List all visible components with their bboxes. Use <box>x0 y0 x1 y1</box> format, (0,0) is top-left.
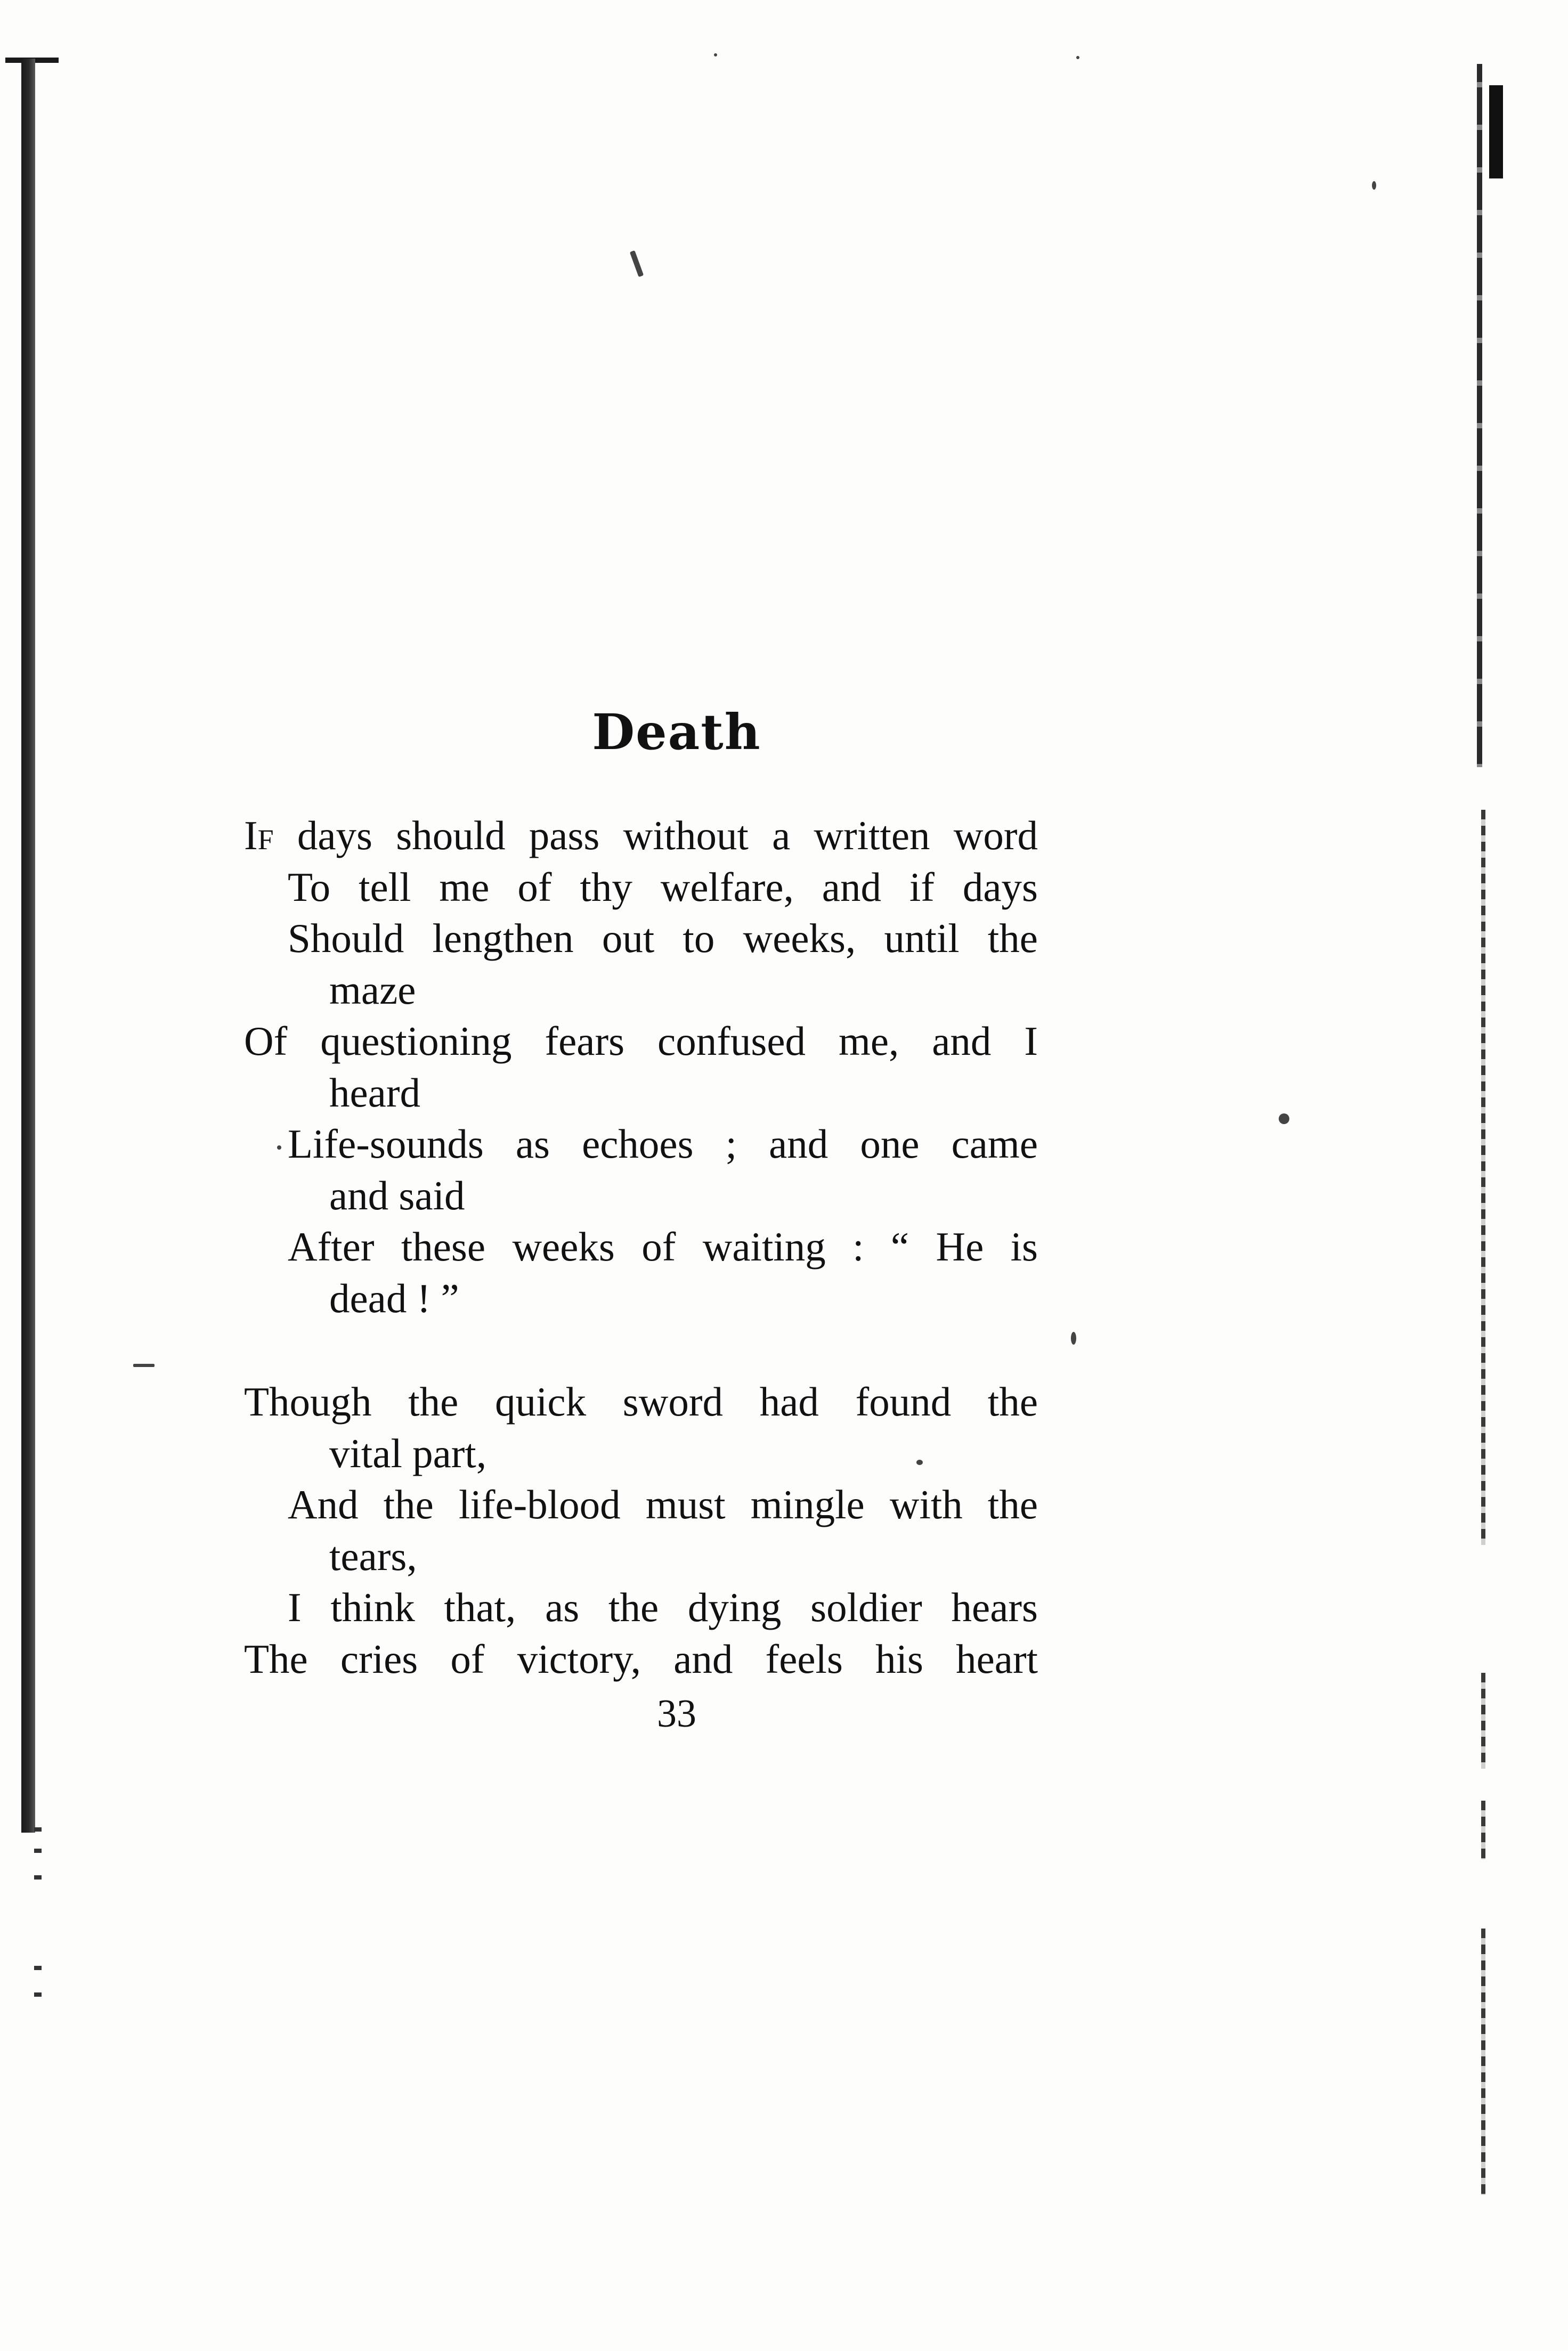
poem-line: To tell me of thy welfare, and if days <box>288 864 1038 910</box>
scan-speck <box>1279 1113 1289 1124</box>
poem-line: And the life-blood must mingle with the <box>288 1482 1038 1527</box>
poem-line-continuation: dead ! ” <box>329 1275 459 1321</box>
right-edge-fragments <box>1481 810 1485 1545</box>
poem-line: The cries of victory, and feels his heart <box>244 1636 1038 1682</box>
poem-line <box>244 810 1038 861</box>
left-binding-edge <box>21 59 35 1833</box>
right-edge-block <box>1489 85 1503 178</box>
poem-body <box>244 810 1043 1685</box>
poem-line-continuation: vital part, <box>329 1430 487 1476</box>
right-edge-fragments <box>1481 1929 1485 2195</box>
left-edge-mark <box>34 1966 42 1970</box>
poem-line: Of questioning fears confused me, and I <box>244 1018 1038 1064</box>
left-edge-mark <box>34 1827 42 1832</box>
left-edge-mark <box>34 1849 42 1853</box>
poem-line-continuation: heard <box>329 1069 420 1116</box>
scan-speck <box>714 53 717 56</box>
poem-line-continuation: and said <box>329 1172 465 1218</box>
right-edge-fragments <box>1481 1801 1485 1859</box>
scan-speck <box>1372 181 1376 190</box>
line-lead-word: If <box>244 812 274 858</box>
poem-line: Should lengthen out to weeks, until the <box>288 915 1038 961</box>
scan-speck <box>630 250 644 277</box>
page-number: 33 <box>657 1692 696 1736</box>
right-binding-edge <box>1477 64 1482 767</box>
scan-speck <box>133 1364 155 1367</box>
left-edge-mark <box>34 1875 42 1880</box>
right-edge-fragments <box>1481 1673 1485 1769</box>
page-title: Death <box>592 703 761 761</box>
scan-speck <box>1071 1332 1076 1345</box>
stanza-2 <box>244 1376 1043 1685</box>
left-edge-mark <box>34 1992 42 1997</box>
poem-line: Life-sounds as echoes ; and one came <box>288 1121 1038 1167</box>
line-text: days should pass without a written word <box>273 812 1038 858</box>
poem-line-continuation: maze <box>329 966 416 1013</box>
poem-line-continuation: tears, <box>329 1533 417 1579</box>
poem-line: I think that, as the dying soldier hears <box>288 1584 1038 1630</box>
scan-speck <box>1076 56 1079 59</box>
poem-line: After these weeks of waiting : “ He is <box>288 1224 1038 1270</box>
stanza-break <box>244 1324 1043 1376</box>
stanza-1 <box>244 810 1043 1324</box>
poem-line: Though the quick sword had found the <box>244 1379 1038 1425</box>
